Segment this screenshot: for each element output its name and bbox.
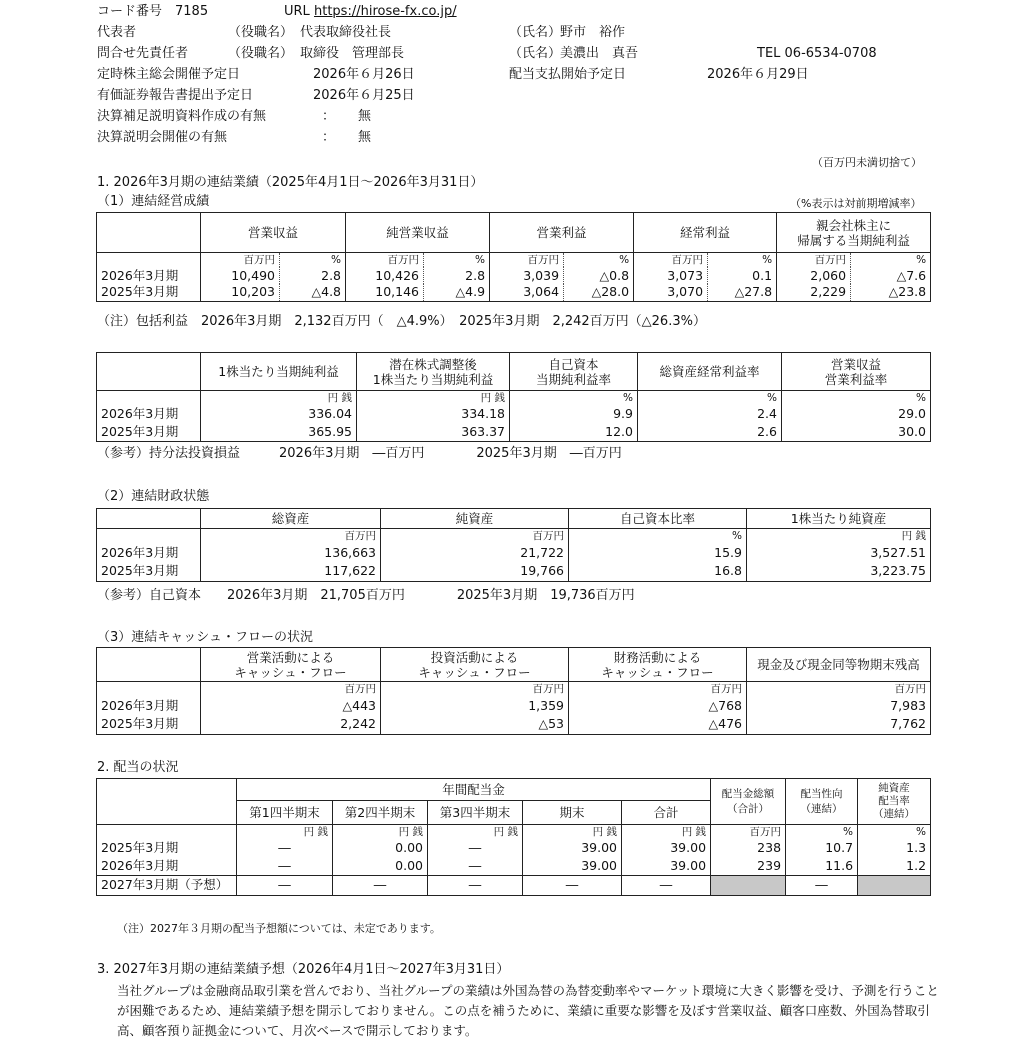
- header-operating-margin: [782, 353, 931, 391]
- value-cell: 29.0: [782, 405, 931, 423]
- unit-cell: %: [510, 391, 638, 406]
- value-cell: 2.4: [638, 405, 782, 423]
- forecast-explanation: 当社グループは金融商品取引業を営んでおり、当社グループの業績は外国為替の為替変動率やマーケット環境に大きく影響を受け、予測を行うことが困難であるため、連結業績予想を開示しておりません。この点を補うために、業績に重要な影響を及ぼす営業収益、顧客口座数、外国為替取引高、顧客預り証拠金について、月次ベースで開示しております。: [117, 983, 939, 1038]
- header-line: 配当金総額: [721, 787, 775, 800]
- value-cell: ―: [333, 875, 428, 895]
- header-net-income-line1: 親会社株主に: [816, 217, 892, 233]
- supplementary-material-value: 無: [358, 109, 372, 124]
- value-cell: 363.37: [357, 423, 510, 441]
- percent-change-note: （%表示は対前期増減率）: [790, 197, 922, 210]
- value-cell: 16.8: [569, 562, 747, 581]
- per-share-ratios-table: [96, 352, 931, 442]
- value-cell: 7,762: [747, 715, 931, 734]
- header-net-operating-revenue: 純営業収益: [346, 213, 490, 253]
- value-cell: 21,722: [381, 543, 569, 562]
- table-row: [97, 696, 931, 715]
- value-cell: 15.9: [569, 543, 747, 562]
- unit-cell: %: [638, 391, 782, 406]
- value-cell: 7,983: [747, 696, 931, 715]
- unit-cell: 円 銭: [237, 825, 333, 840]
- unit-cell: %: [851, 253, 931, 268]
- row-label: 2027年3月期（予想）: [97, 875, 237, 895]
- contact-tel: TEL 06-6534-0708: [757, 46, 877, 61]
- unit-cell: %: [708, 253, 777, 268]
- header-annual-dividend: 年間配当金: [237, 779, 711, 801]
- header-line: 潜在株式調整後: [389, 356, 477, 372]
- unit-cell: 円 銭: [622, 825, 711, 840]
- unit-cell: 百万円: [201, 253, 280, 268]
- table-row: [97, 284, 931, 301]
- value-cell: ―: [622, 875, 711, 895]
- header-line: （合計）: [727, 802, 770, 815]
- code-value: 7185: [175, 4, 209, 19]
- table-row: [97, 562, 931, 581]
- value-cell: △27.8: [708, 284, 777, 301]
- value-cell: 19,766: [381, 562, 569, 581]
- value-cell: △23.8: [851, 284, 931, 301]
- value-cell: 2.6: [638, 423, 782, 441]
- row-label: 2025年3月期: [97, 562, 201, 581]
- value-cell: ―: [786, 875, 858, 895]
- header-line: （連結）: [873, 808, 916, 820]
- section3-title: 3. 2027年3月期の連結業績予想（2026年4月1日～2027年3月31日）: [97, 962, 510, 977]
- header-net-assets: 純資産: [381, 509, 569, 529]
- unit-cell: %: [424, 253, 490, 268]
- equity-note: （参考）自己資本 2026年3月期 21,705百万円 2025年3月期 19,736百万円: [97, 588, 635, 603]
- cash-flow-table: [96, 647, 931, 735]
- header-year-end: 期末: [523, 801, 622, 825]
- unit-cell: 円 銭: [747, 529, 931, 544]
- header-operating-revenue: 営業収益: [201, 213, 346, 253]
- value-cell: △4.8: [280, 284, 346, 301]
- dividend-start-date: 2026年６月29日: [707, 67, 809, 82]
- value-cell: 1,359: [381, 696, 569, 715]
- unit-cell: 円 銭: [523, 825, 622, 840]
- value-cell: 3,064: [490, 284, 564, 301]
- header-investing-cf: [381, 648, 569, 682]
- table-row: [97, 543, 931, 562]
- unit-cell: 百万円: [201, 529, 381, 544]
- table-row: [97, 267, 931, 284]
- unit-cell: %: [782, 391, 931, 406]
- value-cell: 2,060: [777, 267, 851, 284]
- unit-cell: 百万円: [569, 682, 747, 697]
- header-line: 当期純利益率: [535, 371, 611, 387]
- row-label: 2025年3月期: [97, 423, 201, 441]
- value-cell: 3,073: [634, 267, 708, 284]
- table-row: [97, 839, 931, 857]
- rounding-note: （百万円未満切捨て）: [812, 156, 922, 169]
- unit-cell: %: [564, 253, 634, 268]
- header-eps: 1株当たり当期純利益: [201, 353, 357, 391]
- header-line: キャッシュ・フロー: [234, 664, 347, 680]
- header-operating-cf: [201, 648, 381, 682]
- unit-cell: %: [786, 825, 858, 840]
- value-cell: △28.0: [564, 284, 634, 301]
- value-cell: ―: [428, 857, 523, 875]
- unit-cell: 百万円: [346, 253, 424, 268]
- unit-cell: 百万円: [711, 825, 786, 840]
- value-cell: 10,203: [201, 284, 280, 301]
- header-line: 財務活動による: [613, 649, 702, 665]
- value-cell: 12.0: [510, 423, 638, 441]
- section2-title: 2. 配当の状況: [97, 760, 179, 775]
- value-cell: △4.9: [424, 284, 490, 301]
- value-cell: 136,663: [201, 543, 381, 562]
- value-cell: 3,223.75: [747, 562, 931, 581]
- row-label: 2025年3月期: [97, 284, 201, 301]
- value-cell: 11.6: [786, 857, 858, 875]
- unit-cell: 円 銭: [333, 825, 428, 840]
- value-cell: ―: [428, 875, 523, 895]
- unit-cell: 百万円: [381, 682, 569, 697]
- unit-cell: 円 銭: [201, 391, 357, 406]
- value-cell: 39.00: [622, 839, 711, 857]
- briefing-label: 決算説明会開催の有無: [97, 130, 228, 145]
- table-row: [97, 715, 931, 734]
- header-bps: 1株当たり純資産: [747, 509, 931, 529]
- value-cell: ―: [237, 839, 333, 857]
- value-cell: 0.1: [708, 267, 777, 284]
- header-line: キャッシュ・フロー: [418, 664, 531, 680]
- header-q2: 第2四半期末: [333, 801, 428, 825]
- value-cell: 2.8: [280, 267, 346, 284]
- code-label: コード番号: [97, 4, 163, 19]
- report-label: 有価証券報告書提出予定日: [97, 88, 254, 103]
- briefing-colon: ：: [322, 130, 336, 145]
- value-cell: △768: [569, 696, 747, 715]
- value-cell: ―: [237, 857, 333, 875]
- header-payout-ratio: [786, 779, 858, 825]
- rep-name: 野市 裕作: [560, 25, 626, 40]
- dividend-forecast-note: （注）2027年３月期の配当予想額については、未定であります。: [117, 922, 441, 935]
- value-cell: 30.0: [782, 423, 931, 441]
- header-ordinary-income: 経常利益: [634, 213, 777, 253]
- value-cell: 39.00: [523, 839, 622, 857]
- row-label: 2025年3月期: [97, 839, 237, 857]
- dividend-table: [96, 778, 931, 896]
- header-operating-income: 営業利益: [490, 213, 634, 253]
- rep-title: 代表取締役社長: [300, 25, 392, 40]
- table-row: [97, 423, 931, 441]
- header-q1: 第1四半期末: [237, 801, 333, 825]
- value-cell: 10,426: [346, 267, 424, 284]
- comprehensive-income-note: （注）包括利益 2026年3月期 2,132百万円（ △4.9%） 2025年3月期 2,242百万円（△26.3%）: [97, 314, 706, 329]
- contact-label: 問合せ先責任者: [97, 46, 189, 61]
- value-cell: 117,622: [201, 562, 381, 581]
- row-label: 2026年3月期: [97, 857, 237, 875]
- contact-name: 美濃出 真吾: [560, 46, 639, 61]
- value-cell: △0.8: [564, 267, 634, 284]
- header-equity-ratio: 自己資本比率: [569, 509, 747, 529]
- value-cell: 10.7: [786, 839, 858, 857]
- value-cell: 238: [711, 839, 786, 857]
- header-diluted-eps: [357, 353, 510, 391]
- value-cell: 2.8: [424, 267, 490, 284]
- financial-position-subtitle: （2）連結財政状態: [97, 489, 210, 504]
- unit-cell: 百万円: [201, 682, 381, 697]
- unit-cell: 円 銭: [428, 825, 523, 840]
- value-cell: 239: [711, 857, 786, 875]
- header-net-income-line2: 帰属する当期純利益: [797, 232, 910, 248]
- value-cell: 0.00: [333, 839, 428, 857]
- header-roa: 総資産経常利益率: [638, 353, 782, 391]
- table-row: [97, 857, 931, 875]
- header-line: 営業活動による: [246, 649, 335, 665]
- value-cell: △443: [201, 696, 381, 715]
- value-cell: 3,070: [634, 284, 708, 301]
- unit-cell: %: [569, 529, 747, 544]
- rep-title-label: （役職名）: [228, 25, 294, 40]
- header-line: 配当性向: [800, 787, 843, 800]
- url-label: URL: [284, 4, 310, 19]
- header-total-assets: 総資産: [201, 509, 381, 529]
- value-cell: ―: [237, 875, 333, 895]
- header-line: 営業利益率: [824, 371, 888, 387]
- agm-date: 2026年６月26日: [313, 67, 415, 82]
- unit-cell: 円 銭: [357, 391, 510, 406]
- header-line: 営業収益: [830, 356, 881, 372]
- value-cell: 0.00: [333, 857, 428, 875]
- header-line: 自己資本: [548, 356, 599, 372]
- row-label: 2026年3月期: [97, 543, 201, 562]
- header-total-dividend: [711, 779, 786, 825]
- value-cell: 9.9: [510, 405, 638, 423]
- value-cell: 3,039: [490, 267, 564, 284]
- contact-name-label: （氏名）: [509, 46, 562, 61]
- unit-cell: %: [858, 825, 931, 840]
- representative-label: 代表者: [97, 25, 137, 40]
- unit-cell: %: [280, 253, 346, 268]
- header-line: 純資産: [878, 782, 910, 794]
- header-total: 合計: [622, 801, 711, 825]
- header-line: 配当率: [878, 795, 910, 807]
- operating-results-table: [96, 212, 931, 302]
- header-line: （連結）: [800, 802, 843, 815]
- value-cell: 2,229: [777, 284, 851, 301]
- header-roe: [510, 353, 638, 391]
- header-cash-end: 現金及び現金同等物期末残高: [747, 648, 931, 682]
- unit-cell: 百万円: [777, 253, 851, 268]
- header-net-income-parent: [777, 213, 931, 253]
- unit-cell: 百万円: [381, 529, 569, 544]
- value-cell: [711, 875, 786, 895]
- table-row: [97, 875, 931, 895]
- value-cell: △476: [569, 715, 747, 734]
- row-label: 2026年3月期: [97, 267, 201, 284]
- header-financing-cf: [569, 648, 747, 682]
- value-cell: 39.00: [523, 857, 622, 875]
- row-label: 2026年3月期: [97, 405, 201, 423]
- row-label: 2026年3月期: [97, 696, 201, 715]
- operating-results-subtitle: （1）連結経営成績: [97, 194, 210, 209]
- header-line: 1株当たり当期純利益: [372, 371, 494, 387]
- financial-position-table: [96, 508, 931, 582]
- value-cell: 334.18: [357, 405, 510, 423]
- row-label: 2025年3月期: [97, 715, 201, 734]
- supplementary-material-label: 決算補足説明資料作成の有無: [97, 109, 267, 124]
- value-cell: ―: [523, 875, 622, 895]
- value-cell: 3,527.51: [747, 543, 931, 562]
- header-line: キャッシュ・フロー: [601, 664, 714, 680]
- unit-cell: 百万円: [490, 253, 564, 268]
- value-cell: ―: [428, 839, 523, 857]
- header-line: 投資活動による: [430, 649, 519, 665]
- rep-name-label: （氏名）: [509, 25, 562, 40]
- value-cell: △7.6: [851, 267, 931, 284]
- value-cell: 1.3: [858, 839, 931, 857]
- equity-method-note: （参考）持分法投資損益 2026年3月期 ―百万円 2025年3月期 ―百万円: [97, 446, 622, 461]
- value-cell: 10,146: [346, 284, 424, 301]
- cash-flow-subtitle: （3）連結キャッシュ・フローの状況: [97, 630, 314, 645]
- value-cell: 2,242: [201, 715, 381, 734]
- header-q3: 第3四半期末: [428, 801, 523, 825]
- value-cell: 365.95: [201, 423, 357, 441]
- contact-title: 取締役 管理部長: [300, 46, 405, 61]
- unit-cell: 百万円: [634, 253, 708, 268]
- value-cell: △53: [381, 715, 569, 734]
- section1-title: 1. 2026年3月期の連結業績（2025年4月1日～2026年3月31日）: [97, 175, 484, 190]
- agm-label: 定時株主総会開催予定日: [97, 67, 241, 82]
- table-row: [97, 405, 931, 423]
- dividend-start-label: 配当支払開始予定日: [509, 67, 627, 82]
- report-date: 2026年６月25日: [313, 88, 415, 103]
- contact-title-label: （役職名）: [228, 46, 294, 61]
- header-dividend-on-net-assets: [858, 779, 931, 825]
- value-cell: 1.2: [858, 857, 931, 875]
- briefing-value: 無: [358, 130, 372, 145]
- unit-cell: 百万円: [747, 682, 931, 697]
- company-url-link[interactable]: https://hirose-fx.co.jp/: [314, 4, 457, 19]
- value-cell: 336.04: [201, 405, 357, 423]
- supplementary-colon: ：: [322, 109, 336, 124]
- value-cell: 39.00: [622, 857, 711, 875]
- value-cell: [858, 875, 931, 895]
- value-cell: 10,490: [201, 267, 280, 284]
